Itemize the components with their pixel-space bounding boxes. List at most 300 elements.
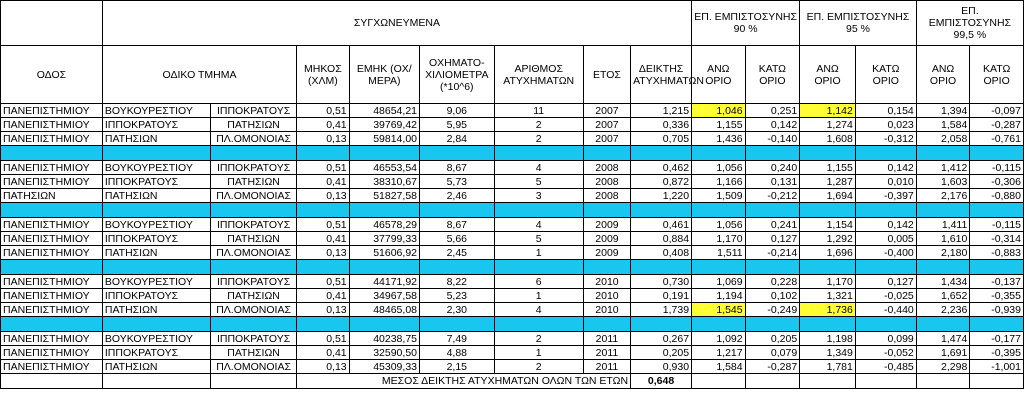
separator-cell [420,317,495,332]
table-row [1,104,1024,118]
cell-ci90-upper[interactable]: 1,509 [692,189,746,203]
year-separator-row [1,260,1024,275]
cell-accidents[interactable]: 2 [494,118,583,132]
table-row [1,289,1024,303]
separator-cell [297,260,350,275]
cell-segment-to[interactable]: ΙΠΠΟΚΡΑΤΟΥΣ [211,275,297,289]
cell-vehicle-km[interactable]: 5,73 [420,175,495,189]
cell-length[interactable]: 0,41 [297,175,350,189]
cell-ci95-upper[interactable]: 1,321 [800,289,856,303]
cell-year[interactable]: 2007 [583,104,630,118]
cell-emhk[interactable]: 44171,92 [349,275,419,289]
cell-ci90-upper[interactable]: 1,170 [692,232,746,246]
cell-year[interactable]: 2011 [583,360,630,374]
cell-length[interactable]: 0,51 [297,275,350,289]
separator-cell [420,260,495,275]
cell-segment-from[interactable]: ΠΑΤΗΣΙΩΝ [102,303,210,317]
cell-ci95-lower[interactable]: 0,142 [855,218,916,232]
cell-length[interactable]: 0,51 [297,161,350,175]
cell-segment-from[interactable]: ΙΠΠΟΚΡΑΤΟΥΣ [102,346,210,360]
cell-emhk[interactable]: 46553,54 [349,161,419,175]
cell-segment-to[interactable]: ΠΛ.ΟΜΟΝΟΙΑΣ [211,360,297,374]
cell-accidents[interactable]: 5 [494,175,583,189]
cell-ci95-lower[interactable]: 0,142 [855,161,916,175]
cell-emhk[interactable]: 45309,33 [349,360,419,374]
cell-ci995-lower[interactable]: -0,314 [970,232,1024,246]
separator-cell [970,317,1024,332]
cell-road[interactable]: ΠΑΝΕΠΙΣΤΗΜΙΟΥ [1,246,103,260]
cell-ci95-upper[interactable]: 1,198 [800,332,856,346]
cell-ci90-lower[interactable]: 0,127 [745,232,800,246]
col-header-ci995-upper: ΑΝΩ ΟΡΙΟ [916,46,970,104]
table-row [1,346,1024,360]
col-header-ci995-lower: ΚΑΤΩ ΟΡΙΟ [970,46,1024,104]
cell-ci95-lower[interactable]: -0,440 [855,303,916,317]
cell-road[interactable]: ΠΑΝΕΠΙΣΤΗΜΙΟΥ [1,346,103,360]
cell-ci995-lower[interactable]: -0,115 [970,161,1024,175]
cell-road[interactable]: ΠΑΝΕΠΙΣΤΗΜΙΟΥ [1,289,103,303]
cell-ci90-lower[interactable]: 0,251 [745,104,800,118]
cell-accident-rate[interactable]: 0,205 [631,346,692,360]
cell-ci90-lower[interactable]: -0,212 [745,189,800,203]
footer-empty-cell [800,374,856,389]
cell-accidents[interactable]: 3 [494,189,583,203]
cell-ci90-lower[interactable]: 0,102 [745,289,800,303]
cell-vehicle-km[interactable]: 5,95 [420,118,495,132]
cell-ci995-lower[interactable]: -0,177 [970,332,1024,346]
cell-road[interactable]: ΠΑΝΕΠΙΣΤΗΜΙΟΥ [1,161,103,175]
cell-segment-from[interactable]: ΠΑΤΗΣΙΩΝ [102,360,210,374]
cell-accidents[interactable]: 4 [494,303,583,317]
separator-cell [420,146,495,161]
cell-segment-to[interactable]: ΠΑΤΗΣΙΩΝ [211,289,297,303]
cell-segment-from[interactable]: ΒΟΥΚΟΥΡΕΣΤΙΟΥ [102,161,210,175]
cell-year[interactable]: 2007 [583,132,630,146]
cell-vehicle-km[interactable]: 2,15 [420,360,495,374]
col-header-length: ΜΗΚΟΣ (ΧΛΜ) [297,46,350,104]
cell-emhk[interactable]: 48654,21 [349,104,419,118]
cell-segment-from[interactable]: ΙΠΠΟΚΡΑΤΟΥΣ [102,118,210,132]
cell-vehicle-km[interactable]: 8,67 [420,218,495,232]
col-header-ci90-lower: ΚΑΤΩ ΟΡΙΟ [745,46,800,104]
cell-ci90-lower[interactable]: 0,241 [745,218,800,232]
cell-accident-rate[interactable]: 1,215 [631,104,692,118]
cell-ci995-upper[interactable]: 1,394 [916,104,970,118]
separator-cell [583,203,630,218]
footer-empty-cell [102,374,210,389]
cell-length[interactable]: 0,13 [297,303,350,317]
separator-cell [970,146,1024,161]
separator-cell [916,260,970,275]
cell-accident-rate[interactable]: 0,267 [631,332,692,346]
separator-cell [349,317,419,332]
cell-accidents[interactable]: 4 [494,218,583,232]
separator-cell [494,146,583,161]
cell-ci95-lower[interactable]: -0,025 [855,289,916,303]
separator-cell [211,146,297,161]
ci95-header: ΕΠ. ΕΜΠΙΣΤΟΣΥΝΗΣ 95 % [800,1,917,46]
cell-ci90-upper[interactable]: 1,056 [692,161,746,175]
cell-ci995-upper[interactable]: 1,434 [916,275,970,289]
cell-segment-to[interactable]: ΙΠΠΟΚΡΑΤΟΥΣ [211,161,297,175]
table-row [1,275,1024,289]
cell-vehicle-km[interactable]: 2,46 [420,189,495,203]
separator-cell [211,203,297,218]
cell-ci995-upper[interactable]: 2,236 [916,303,970,317]
cell-accidents[interactable]: 2 [494,360,583,374]
cell-road[interactable]: ΠΑΝΕΠΙΣΤΗΜΙΟΥ [1,303,103,317]
cell-accident-rate[interactable]: 0,705 [631,132,692,146]
cell-vehicle-km[interactable]: 9,06 [420,104,495,118]
cell-segment-to[interactable]: ΙΠΠΟΚΡΑΤΟΥΣ [211,332,297,346]
separator-cell [1,203,103,218]
cell-ci95-lower[interactable]: 0,005 [855,232,916,246]
table-row [1,175,1024,189]
cell-ci995-lower[interactable]: -0,883 [970,246,1024,260]
cell-ci95-upper[interactable]: 1,287 [800,175,856,189]
separator-cell [631,260,692,275]
cell-emhk[interactable]: 39769,42 [349,118,419,132]
separator-cell [855,146,916,161]
cell-segment-to[interactable]: ΠΑΤΗΣΙΩΝ [211,346,297,360]
cell-ci95-upper[interactable]: 1,292 [800,232,856,246]
cell-segment-from[interactable]: ΒΟΥΚΟΥΡΕΣΤΙΟΥ [102,332,210,346]
cell-ci995-lower[interactable]: -0,939 [970,303,1024,317]
table-row [1,189,1024,203]
separator-cell [631,317,692,332]
cell-length[interactable]: 0,51 [297,218,350,232]
cell-year[interactable]: 2008 [583,161,630,175]
cell-ci95-lower[interactable]: -0,485 [855,360,916,374]
cell-segment-to[interactable]: ΠΑΤΗΣΙΩΝ [211,232,297,246]
cell-ci95-upper[interactable]: 1,170 [800,275,856,289]
cell-ci995-lower[interactable]: -0,355 [970,289,1024,303]
cell-vehicle-km[interactable]: 5,66 [420,232,495,246]
cell-road[interactable]: ΠΑΝΕΠΙΣΤΗΜΙΟΥ [1,360,103,374]
cell-segment-to[interactable]: ΙΠΠΟΚΡΑΤΟΥΣ [211,218,297,232]
cell-segment-to[interactable]: ΠΑΤΗΣΙΩΝ [211,118,297,132]
footer-empty-cell [211,374,297,389]
cell-ci95-upper[interactable]: 1,608 [800,132,856,146]
col-header-accidents: ΑΡΙΘΜΟΣ ΑΤΥΧΗΜΑΤΩΝ [494,46,583,104]
cell-segment-to[interactable]: ΠΑΤΗΣΙΩΝ [211,175,297,189]
cell-segment-to[interactable]: ΠΛ.ΟΜΟΝΟΙΑΣ [211,132,297,146]
separator-cell [349,260,419,275]
separator-cell [855,203,916,218]
cell-accidents[interactable]: 1 [494,246,583,260]
table-body [1,104,1024,389]
cell-ci90-lower[interactable]: -0,140 [745,132,800,146]
cell-segment-from[interactable]: ΙΠΠΟΚΡΑΤΟΥΣ [102,232,210,246]
cell-segment-from[interactable]: ΠΑΤΗΣΙΩΝ [102,246,210,260]
cell-segment-from[interactable]: ΠΑΤΗΣΙΩΝ [102,189,210,203]
cell-emhk[interactable]: 51827,58 [349,189,419,203]
cell-length[interactable]: 0,41 [297,289,350,303]
separator-cell [1,260,103,275]
cell-year[interactable]: 2010 [583,289,630,303]
cell-ci995-upper[interactable]: 1,652 [916,289,970,303]
cell-vehicle-km[interactable]: 8,22 [420,275,495,289]
col-header-emhk: ΕΜΗΚ (ΟΧ/ΜΕΡΑ) [349,46,419,104]
cell-accident-rate[interactable]: 0,930 [631,360,692,374]
cell-ci95-upper[interactable]: 1,781 [800,360,856,374]
cell-ci95-upper[interactable]: 1,349 [800,346,856,360]
year-separator-row [1,146,1024,161]
separator-cell [745,203,800,218]
cell-ci90-upper[interactable]: 1,511 [692,246,746,260]
cell-ci95-lower[interactable]: -0,052 [855,346,916,360]
cell-ci95-lower[interactable]: 0,154 [855,104,916,118]
cell-ci995-lower[interactable]: -1,001 [970,360,1024,374]
table-row [1,246,1024,260]
cell-accidents[interactable]: 1 [494,289,583,303]
cell-accident-rate[interactable]: 0,336 [631,118,692,132]
cell-ci90-upper[interactable]: 1,217 [692,346,746,360]
cell-road[interactable]: ΠΑΤΗΣΙΩΝ [1,189,103,203]
cell-emhk[interactable]: 59814,00 [349,132,419,146]
cell-emhk[interactable]: 32590,50 [349,346,419,360]
separator-cell [692,317,746,332]
separator-cell [745,260,800,275]
cell-ci90-upper[interactable]: 1,436 [692,132,746,146]
cell-accident-rate[interactable]: 0,884 [631,232,692,246]
cell-ci995-upper[interactable]: 2,058 [916,132,970,146]
cell-ci995-upper[interactable]: 1,474 [916,332,970,346]
cell-accident-rate[interactable]: 0,408 [631,246,692,260]
cell-year[interactable]: 2009 [583,218,630,232]
cell-ci90-lower[interactable]: -0,214 [745,246,800,260]
cell-ci95-upper[interactable]: 1,274 [800,118,856,132]
table-row [1,118,1024,132]
cell-ci90-lower[interactable]: 0,205 [745,332,800,346]
cell-road[interactable]: ΠΑΝΕΠΙΣΤΗΜΙΟΥ [1,232,103,246]
footer-average-value: 0,648 [631,374,692,389]
cell-ci995-lower[interactable]: -0,761 [970,132,1024,146]
cell-segment-to[interactable]: ΠΛ.ΟΜΟΝΟΙΑΣ [211,246,297,260]
cell-accidents[interactable]: 2 [494,332,583,346]
separator-cell [916,203,970,218]
cell-accident-rate[interactable]: 0,461 [631,218,692,232]
cell-year[interactable]: 2010 [583,275,630,289]
col-header-ci95-upper: ΑΝΩ ΟΡΙΟ [800,46,856,104]
cell-ci95-lower[interactable]: 0,010 [855,175,916,189]
cell-ci995-upper[interactable]: 2,176 [916,189,970,203]
cell-year[interactable]: 2011 [583,332,630,346]
separator-cell [211,317,297,332]
cell-length[interactable]: 0,51 [297,104,350,118]
cell-ci95-upper[interactable]: 1,154 [800,218,856,232]
cell-ci90-lower[interactable]: 0,240 [745,161,800,175]
cell-segment-to[interactable]: ΙΠΠΟΚΡΑΤΟΥΣ [211,104,297,118]
cell-ci90-upper[interactable]: 1,194 [692,289,746,303]
cell-accident-rate[interactable]: 0,191 [631,289,692,303]
separator-cell [692,260,746,275]
cell-year[interactable]: 2007 [583,118,630,132]
cell-ci995-lower[interactable]: -0,306 [970,175,1024,189]
cell-segment-from[interactable]: ΙΠΠΟΚΡΑΤΟΥΣ [102,175,210,189]
footer-empty-cell [970,374,1024,389]
cell-ci95-upper[interactable]: 1,142 [800,104,856,118]
cell-ci95-upper[interactable]: 1,696 [800,246,856,260]
cell-segment-from[interactable]: ΙΠΠΟΚΡΑΤΟΥΣ [102,289,210,303]
cell-length[interactable]: 0,13 [297,189,350,203]
cell-vehicle-km[interactable]: 2,30 [420,303,495,317]
cell-ci995-upper[interactable]: 1,584 [916,118,970,132]
footer-empty-cell [855,374,916,389]
cell-accidents[interactable]: 2 [494,132,583,146]
separator-cell [297,146,350,161]
cell-year[interactable]: 2011 [583,346,630,360]
cell-ci95-lower[interactable]: 0,127 [855,275,916,289]
cell-accidents[interactable]: 1 [494,346,583,360]
cell-segment-from[interactable]: ΒΟΥΚΟΥΡΕΣΤΙΟΥ [102,275,210,289]
cell-ci90-lower[interactable]: 0,079 [745,346,800,360]
cell-ci90-upper[interactable]: 1,584 [692,360,746,374]
cell-ci995-upper[interactable]: 2,298 [916,360,970,374]
col-header-year: ΕΤΟΣ [583,46,630,104]
cell-ci90-upper[interactable]: 1,069 [692,275,746,289]
cell-ci995-lower[interactable]: -0,097 [970,104,1024,118]
cell-emhk[interactable]: 40238,75 [349,332,419,346]
cell-ci90-upper[interactable]: 1,166 [692,175,746,189]
header-spacer-road [1,1,103,46]
cell-accident-rate[interactable]: 0,730 [631,275,692,289]
merged-group-header: ΣΥΓΧΩΝΕΥΜΕΝΑ [102,1,691,46]
cell-ci995-upper[interactable]: 1,412 [916,161,970,175]
cell-emhk[interactable]: 46578,29 [349,218,419,232]
cell-accident-rate[interactable]: 0,462 [631,161,692,175]
cell-ci995-upper[interactable]: 1,411 [916,218,970,232]
separator-cell [494,317,583,332]
cell-ci95-lower[interactable]: 0,099 [855,332,916,346]
cell-ci90-upper[interactable]: 1,092 [692,332,746,346]
separator-cell [745,317,800,332]
cell-road[interactable]: ΠΑΝΕΠΙΣΤΗΜΙΟΥ [1,332,103,346]
separator-cell [916,317,970,332]
separator-cell [1,317,103,332]
cell-road[interactable]: ΠΑΝΕΠΙΣΤΗΜΙΟΥ [1,275,103,289]
cell-road[interactable]: ΠΑΝΕΠΙΣΤΗΜΙΟΥ [1,104,103,118]
cell-year[interactable]: 2009 [583,246,630,260]
cell-year[interactable]: 2010 [583,303,630,317]
cell-accidents[interactable]: 5 [494,232,583,246]
cell-ci90-lower[interactable]: 0,131 [745,175,800,189]
cell-ci95-upper[interactable]: 1,155 [800,161,856,175]
cell-segment-to[interactable]: ΠΛ.ΟΜΟΝΟΙΑΣ [211,189,297,203]
cell-ci995-upper[interactable]: 1,603 [916,175,970,189]
separator-cell [494,203,583,218]
cell-ci995-lower[interactable]: -0,115 [970,218,1024,232]
cell-ci995-lower[interactable]: -0,287 [970,118,1024,132]
cell-ci90-lower[interactable]: 0,228 [745,275,800,289]
cell-length[interactable]: 0,13 [297,132,350,146]
cell-ci90-upper[interactable]: 1,046 [692,104,746,118]
separator-cell [631,146,692,161]
cell-length[interactable]: 0,13 [297,246,350,260]
cell-year[interactable]: 2009 [583,232,630,246]
separator-cell [800,146,856,161]
ci995-header: ΕΠ. ΕΜΠΙΣΤΟΣΥΝΗΣ 99,5 % [916,1,1023,46]
separator-cell [970,203,1024,218]
cell-accidents[interactable]: 11 [494,104,583,118]
cell-segment-from[interactable]: ΠΑΤΗΣΙΩΝ [102,132,210,146]
cell-length[interactable]: 0,41 [297,346,350,360]
cell-vehicle-km[interactable]: 7,49 [420,332,495,346]
cell-vehicle-km[interactable]: 5,23 [420,289,495,303]
cell-emhk[interactable]: 51606,92 [349,246,419,260]
table-row [1,360,1024,374]
cell-ci995-lower[interactable]: -0,395 [970,346,1024,360]
cell-ci95-lower[interactable]: -0,400 [855,246,916,260]
cell-ci95-lower[interactable]: 0,023 [855,118,916,132]
cell-ci90-upper[interactable]: 1,545 [692,303,746,317]
cell-ci90-lower[interactable]: 0,142 [745,118,800,132]
cell-emhk[interactable]: 37799,33 [349,232,419,246]
cell-road[interactable]: ΠΑΝΕΠΙΣΤΗΜΙΟΥ [1,218,103,232]
ci90-header: ΕΠ. ΕΜΠΙΣΤΟΣΥΝΗΣ 90 % [692,1,800,46]
cell-road[interactable]: ΠΑΝΕΠΙΣΤΗΜΙΟΥ [1,118,103,132]
cell-emhk[interactable]: 38310,67 [349,175,419,189]
cell-accident-rate[interactable]: 0,872 [631,175,692,189]
cell-vehicle-km[interactable]: 2,45 [420,246,495,260]
cell-ci995-upper[interactable]: 2,180 [916,246,970,260]
cell-road[interactable]: ΠΑΝΕΠΙΣΤΗΜΙΟΥ [1,175,103,189]
cell-ci95-lower[interactable]: -0,312 [855,132,916,146]
separator-cell [1,146,103,161]
cell-emhk[interactable]: 34967,58 [349,289,419,303]
cell-accidents[interactable]: 6 [494,275,583,289]
cell-ci95-upper[interactable]: 1,736 [800,303,856,317]
cell-ci995-upper[interactable]: 1,610 [916,232,970,246]
cell-length[interactable]: 0,41 [297,118,350,132]
cell-ci90-upper[interactable]: 1,056 [692,218,746,232]
separator-cell [800,203,856,218]
cell-accident-rate[interactable]: 1,739 [631,303,692,317]
cell-segment-to[interactable]: ΠΛ.ΟΜΟΝΟΙΑΣ [211,303,297,317]
cell-year[interactable]: 2008 [583,189,630,203]
col-header-segment: ΟΔΙΚΟ ΤΜΗΜΑ [102,46,296,104]
cell-year[interactable]: 2008 [583,175,630,189]
cell-vehicle-km[interactable]: 2,84 [420,132,495,146]
cell-vehicle-km[interactable]: 8,67 [420,161,495,175]
cell-ci95-upper[interactable]: 1,694 [800,189,856,203]
separator-cell [102,146,210,161]
cell-vehicle-km[interactable]: 4,88 [420,346,495,360]
separator-cell [916,146,970,161]
cell-ci995-upper[interactable]: 1,691 [916,346,970,360]
cell-length[interactable]: 0,13 [297,360,350,374]
cell-accidents[interactable]: 4 [494,161,583,175]
cell-ci995-lower[interactable]: -0,880 [970,189,1024,203]
cell-emhk[interactable]: 48465,08 [349,303,419,317]
cell-segment-from[interactable]: ΒΟΥΚΟΥΡΕΣΤΙΟΥ [102,104,210,118]
cell-ci995-lower[interactable]: -0,137 [970,275,1024,289]
cell-ci95-lower[interactable]: -0,397 [855,189,916,203]
separator-cell [297,317,350,332]
cell-segment-from[interactable]: ΒΟΥΚΟΥΡΕΣΤΙΟΥ [102,218,210,232]
table-row [1,232,1024,246]
separator-cell [855,260,916,275]
cell-accident-rate[interactable]: 1,220 [631,189,692,203]
cell-length[interactable]: 0,51 [297,332,350,346]
cell-ci90-upper[interactable]: 1,155 [692,118,746,132]
cell-length[interactable]: 0,41 [297,232,350,246]
cell-ci90-lower[interactable]: -0,249 [745,303,800,317]
cell-ci90-lower[interactable]: -0,287 [745,360,800,374]
separator-cell [494,260,583,275]
cell-road[interactable]: ΠΑΝΕΠΙΣΤΗΜΙΟΥ [1,132,103,146]
col-header-ci95-lower: ΚΑΤΩ ΟΡΙΟ [855,46,916,104]
